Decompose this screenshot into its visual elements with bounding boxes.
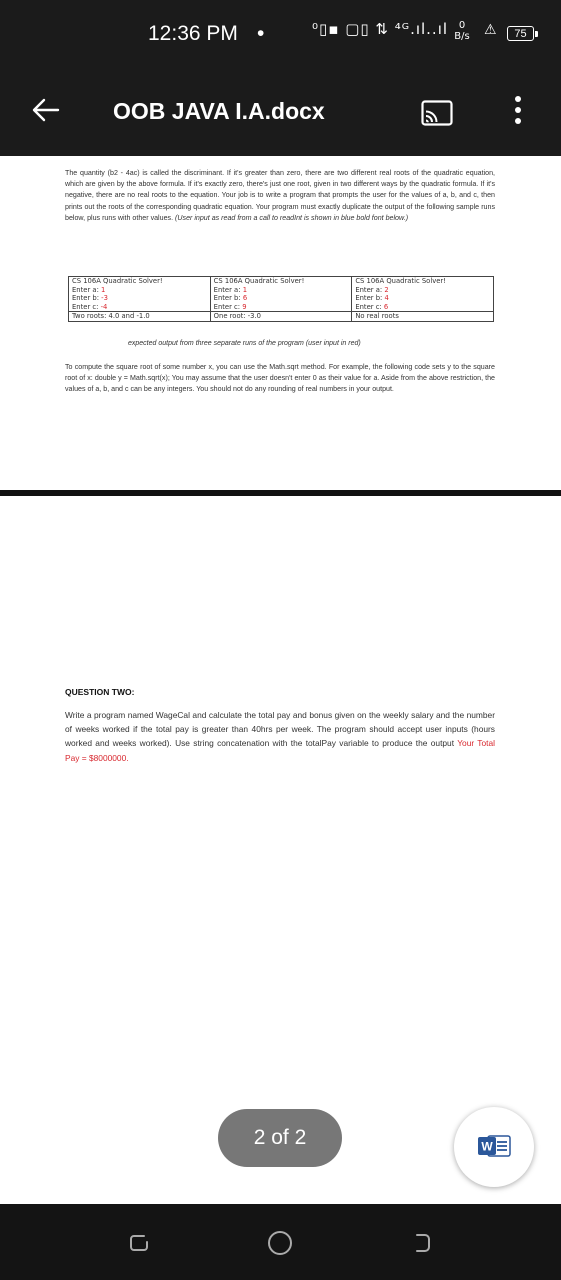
sample-run-cell [69, 277, 211, 312]
navigation-bar [0, 1204, 561, 1280]
run-line [72, 294, 207, 303]
user-input: 6 [383, 302, 389, 311]
more-dot-icon [515, 96, 521, 102]
prompt-label: Enter b: [355, 294, 385, 303]
prompt-label: Enter b: [213, 294, 243, 303]
expected-output: Your Total Pay = $8000000. [65, 738, 495, 763]
warning-icon: ⚠ [484, 22, 497, 38]
sample-run-cell [210, 277, 352, 312]
app-bar [0, 70, 561, 156]
run-line [355, 286, 490, 295]
run-header: CS 106A Quadratic Solver! [72, 277, 163, 285]
home-icon [265, 1228, 295, 1258]
run-line [72, 303, 207, 312]
run-result: One root: -3.0 [210, 312, 352, 322]
page-divider [0, 490, 561, 496]
battery-level: 75 [514, 28, 527, 40]
user-input: 1 [242, 285, 248, 294]
user-input: 9 [242, 302, 247, 311]
sample-runs-table [68, 276, 494, 322]
word-icon [476, 1133, 512, 1159]
question-two-body [65, 708, 495, 765]
prompt-label: Enter a: [355, 285, 385, 294]
question-two-text: Write a program named WageCal and calculate the total pay and bonus given on the weekly salary and the number of weeks worked if the total pay is greater than 40hrs per week. The program should accept user inputs (hours worked and weeks worked). Use string concatenation with the totalPay variable to produce the output [65, 710, 495, 749]
table-row [69, 312, 494, 322]
document-viewer[interactable] [0, 156, 561, 1204]
open-in-word-button[interactable] [454, 1107, 534, 1187]
document-title: OOB JAVA I.A.docx [113, 98, 325, 124]
user-input: 1 [101, 285, 106, 294]
paragraph-note: (User input as read from a call to readInt is shown in blue bold font below.) [175, 213, 409, 222]
paragraph-text: The quantity (b2 - 4ac) is called the discriminant. If it's greater than zero, there are two different real roots of the quadratic equation, which are given by the above formula. If it's exactly zero, there's just one root, given in two different ways by the quadratic formula. If it's negative, there are no real roots to the equation. Your job is to write a program that prompts the user for the values of a, b, and c, then prints out the roots of the corresponding quadratic equation. Your program must exactly duplicate the output of the following sample runs below, plus runs with other values. [65, 169, 495, 222]
battery-icon [507, 26, 534, 41]
paragraph-discriminant [65, 168, 495, 224]
recents-icon [124, 1228, 154, 1258]
prompt-label: Enter c: [355, 302, 384, 311]
question-two-title: QUESTION TWO: [65, 687, 135, 697]
network-rate [452, 20, 472, 42]
user-input: -4 [100, 302, 108, 311]
table-caption: expected output from three separate runs of the program (user input in red) [128, 340, 361, 347]
cast-button[interactable] [421, 100, 453, 126]
recents-button[interactable] [124, 1228, 154, 1258]
word-icon-letter: W [481, 1139, 493, 1154]
back-nav-icon [407, 1228, 437, 1258]
status-bar [0, 0, 561, 70]
more-dot-icon [515, 107, 521, 113]
user-input: -3 [101, 294, 108, 303]
run-result: Two roots: 4.0 and -1.0 [69, 312, 211, 322]
run-line [355, 294, 490, 303]
table-row [69, 277, 494, 312]
run-line [214, 286, 349, 295]
prompt-label: Enter a: [213, 285, 243, 294]
run-line [214, 294, 349, 303]
run-header: CS 106A Quadratic Solver! [355, 277, 446, 285]
prompt-label: Enter a: [72, 285, 102, 294]
run-result: No real roots [352, 312, 494, 322]
home-button[interactable] [265, 1228, 295, 1258]
prompt-label: Enter c: [213, 302, 243, 311]
signal-icons: ⁰▯▪ ▢▯ ⇅ ⁴ᴳ.ıl..ıl [312, 20, 449, 38]
back-arrow-icon [28, 92, 64, 128]
network-rate-value: 0 [458, 20, 466, 31]
more-options-button[interactable] [512, 96, 524, 130]
prompt-label: Enter b: [72, 294, 102, 303]
run-line [214, 303, 349, 312]
back-nav-button[interactable] [407, 1228, 437, 1258]
network-rate-unit: B/s [454, 31, 470, 42]
run-header: CS 106A Quadratic Solver! [213, 277, 305, 285]
page-indicator: 2 of 2 [218, 1109, 342, 1167]
user-input: 2 [384, 285, 389, 294]
prompt-label: Enter c: [72, 302, 101, 311]
status-time: 12:36 PM [148, 22, 238, 45]
back-button[interactable] [28, 92, 64, 128]
run-line [72, 286, 207, 295]
user-input: 4 [384, 294, 389, 303]
notification-dot: • [257, 22, 265, 45]
run-line [355, 303, 490, 312]
paragraph-sqrt: To compute the square root of some number x, you can use the Math.sqrt method. For example, the following code sets y to the square root of x: double y = Math.sqrt(x); You may assume that the user doesn't enter 0 as their value for a. Aside from the above restriction, the values of a, b, and c can be any integers. You should not do any rounding of real numbers in your output. [65, 363, 495, 394]
sample-run-cell [352, 277, 494, 312]
more-dot-icon [515, 118, 521, 124]
cast-icon [421, 100, 453, 126]
user-input: 6 [242, 294, 248, 303]
